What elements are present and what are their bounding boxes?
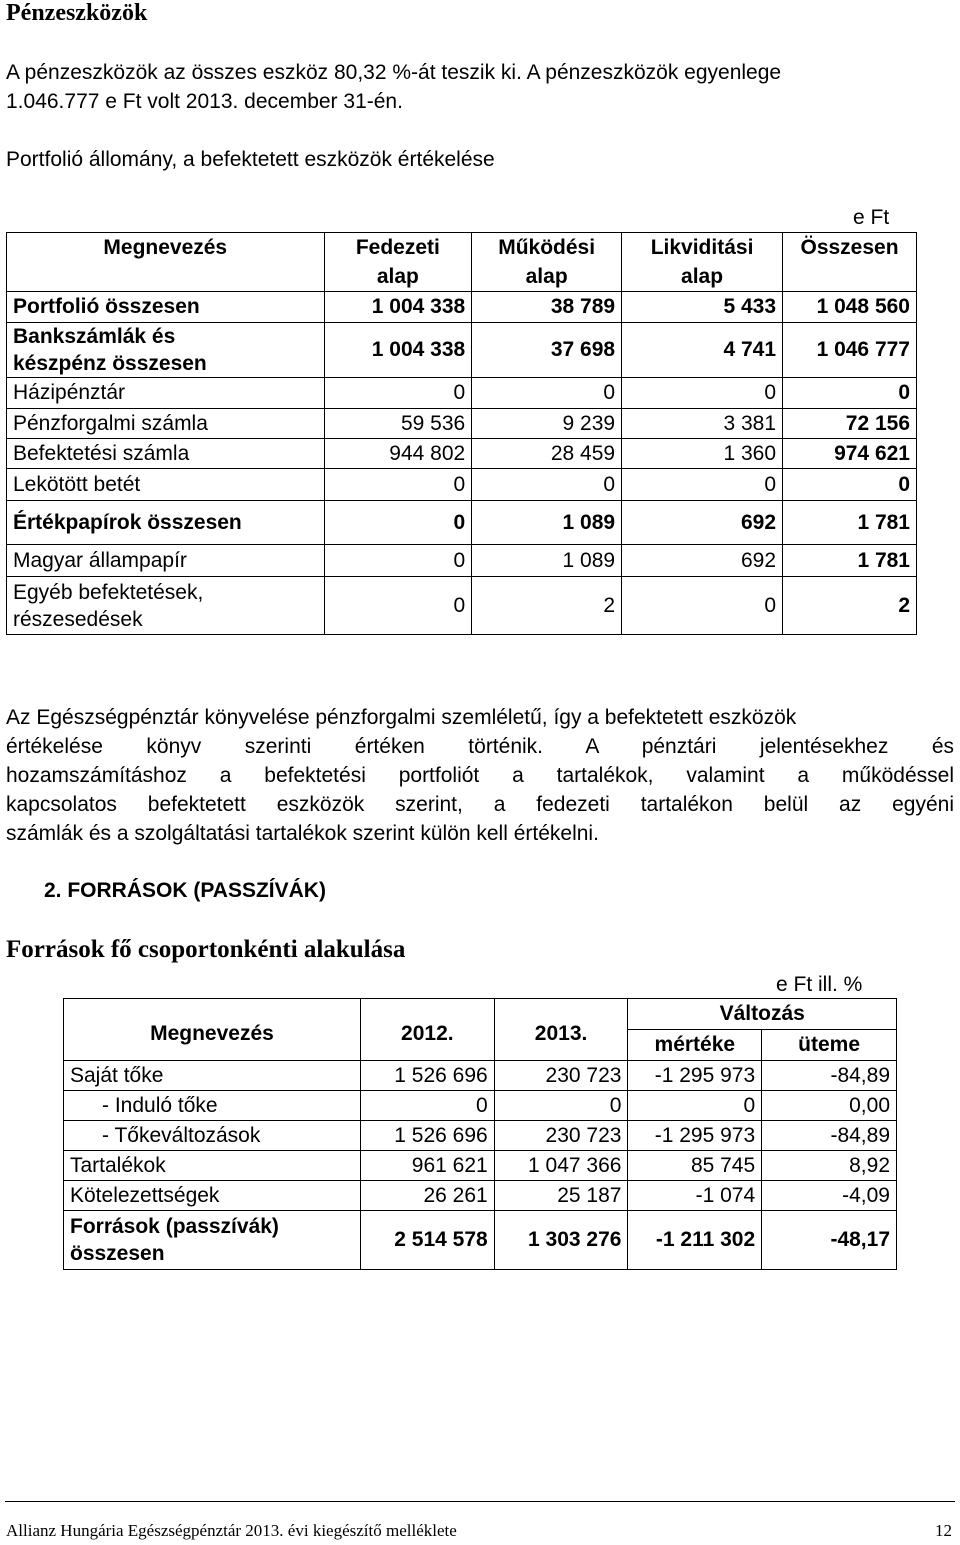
- row-rate: 0,00: [762, 1091, 897, 1121]
- row-2013: 25 187: [494, 1181, 628, 1211]
- row-fed: 944 802: [324, 439, 472, 469]
- table-row: [7, 501, 917, 545]
- row-muk: 2: [472, 577, 622, 635]
- row-total: 0: [783, 469, 917, 501]
- paragraph-line: hozamszámításhoz a befektetési portfoliót a tartalékok, valamint a működéssel: [6, 764, 954, 787]
- row-total: 1 781: [783, 501, 917, 545]
- row-lik: 0: [622, 378, 783, 409]
- row-fed: 0: [324, 469, 472, 501]
- row-2013: 1 303 276: [494, 1211, 628, 1270]
- row-fed: 59 536: [324, 409, 472, 439]
- row-lik: 4 741: [622, 323, 783, 378]
- row-total: 974 621: [783, 439, 917, 469]
- row-fed: 0: [324, 545, 472, 577]
- row-rate: -84,89: [762, 1061, 897, 1091]
- table-header-row: [7, 233, 917, 292]
- row-lik: 692: [622, 545, 783, 577]
- row-2013: 230 723: [494, 1061, 628, 1091]
- header-fedezeti: Fedezeti alap: [324, 233, 472, 292]
- row-name: Források (passzívák) összesen: [64, 1211, 361, 1270]
- row-name: - Tőkeváltozások: [64, 1121, 361, 1151]
- row-2013: 0: [494, 1091, 628, 1121]
- row-muk: 28 459: [472, 439, 622, 469]
- row-name: Befektetési számla: [7, 439, 325, 469]
- header-name: Megnevezés: [7, 233, 325, 292]
- paragraph-line: kapcsolatos befektetett eszközök szerint, a fedezeti tartalékon belül az egyéni: [6, 793, 954, 816]
- row-2012: 0: [360, 1091, 494, 1121]
- table-row: [64, 1121, 897, 1151]
- table-row: [64, 1151, 897, 1181]
- row-rate: -84,89: [762, 1121, 897, 1151]
- row-name: Házipénztár: [7, 378, 325, 409]
- row-lik: 1 360: [622, 439, 783, 469]
- table-row: [64, 1091, 897, 1121]
- header-name: Megnevezés: [64, 999, 361, 1061]
- row-amount: 85 745: [628, 1151, 762, 1181]
- header-rate: üteme: [762, 1030, 897, 1061]
- row-amount: -1 295 973: [628, 1121, 762, 1151]
- table-row: [64, 1181, 897, 1211]
- intro-line-2: 1.046.777 e Ft volt 2013. december 31-én.: [6, 90, 403, 113]
- table-row: [7, 323, 917, 378]
- table-row: [7, 409, 917, 439]
- row-total: 72 156: [783, 409, 917, 439]
- row-fed: 1 004 338: [324, 292, 472, 323]
- row-fed: 0: [324, 378, 472, 409]
- row-rate: 8,92: [762, 1151, 897, 1181]
- sources-table: [63, 998, 897, 1270]
- row-lik: 692: [622, 501, 783, 545]
- row-name: Magyar állampapír: [7, 545, 325, 577]
- row-lik: 3 381: [622, 409, 783, 439]
- row-total: 2: [783, 577, 917, 635]
- table-row: [7, 545, 917, 577]
- row-total: 1 048 560: [783, 292, 917, 323]
- table-row-total: [64, 1211, 897, 1270]
- row-2012: 1 526 696: [360, 1121, 494, 1151]
- valuation-paragraph: [6, 703, 954, 848]
- row-2012: 1 526 696: [360, 1061, 494, 1091]
- header-2012: 2012.: [360, 999, 494, 1061]
- row-name: Tartalékok: [64, 1151, 361, 1181]
- row-lik: 5 433: [622, 292, 783, 323]
- header-amount: mértéke: [628, 1030, 762, 1061]
- paragraph-line: Az Egészségpénztár könyvelése pénzforgalmi szemléletű, így a befektetett eszközök: [6, 706, 797, 729]
- table-row: [7, 439, 917, 469]
- row-name: Saját tőke: [64, 1061, 361, 1091]
- row-name: Értékpapírok összesen: [7, 501, 325, 545]
- row-name: - Induló tőke: [64, 1091, 361, 1121]
- row-fed: 1 004 338: [324, 323, 472, 378]
- row-rate: -48,17: [762, 1211, 897, 1270]
- row-2013: 1 047 366: [494, 1151, 628, 1181]
- paragraph-line: értékelése könyv szerinti értéken történik. A pénztári jelentésekhez és: [6, 735, 954, 758]
- intro-line-1: A pénzeszközök az összes eszköz 80,32 %-át teszik ki. A pénzeszközök egyenlege: [6, 61, 782, 84]
- row-name: Pénzforgalmi számla: [7, 409, 325, 439]
- row-lik: 0: [622, 469, 783, 501]
- row-name: Portfolió összesen: [7, 292, 325, 323]
- row-amount: -1 074: [628, 1181, 762, 1211]
- row-muk: 38 789: [472, 292, 622, 323]
- row-fed: 0: [324, 501, 472, 545]
- row-muk: 1 089: [472, 545, 622, 577]
- table-row: [64, 1061, 897, 1091]
- row-total: 1 781: [783, 545, 917, 577]
- table2-unit: e Ft ill. %: [776, 973, 863, 996]
- forrasok-heading: 2. FORRÁSOK (PASSZÍVÁK): [44, 879, 326, 902]
- header-2013: 2013.: [494, 999, 628, 1061]
- table1-unit: e Ft: [853, 206, 890, 229]
- footer-text: Allianz Hungária Egészségpénztár 2013. évi kiegészítő melléklete: [6, 1521, 457, 1540]
- row-name: Kötelezettségek: [64, 1181, 361, 1211]
- table-header-row: [64, 999, 897, 1030]
- row-2013: 230 723: [494, 1121, 628, 1151]
- header-change: Változás: [628, 999, 897, 1030]
- section-title: Pénzeszközök: [6, 0, 148, 26]
- row-muk: 0: [472, 469, 622, 501]
- row-name: Egyéb befektetések, részesedések: [7, 577, 325, 635]
- row-total: 0: [783, 378, 917, 409]
- row-amount: -1 295 973: [628, 1061, 762, 1091]
- row-2012: 26 261: [360, 1181, 494, 1211]
- row-amount: 0: [628, 1091, 762, 1121]
- row-fed: 0: [324, 577, 472, 635]
- forrasok-subheading: Források fő csoportonkénti alakulása: [6, 936, 406, 963]
- row-2012: 2 514 578: [360, 1211, 494, 1270]
- portfolio-title: Portfolió állomány, a befektetett eszközök értékelése: [6, 148, 495, 171]
- footer-divider: [5, 1501, 955, 1502]
- table-row: [7, 577, 917, 635]
- header-total: Összesen: [783, 233, 917, 292]
- row-2012: 961 621: [360, 1151, 494, 1181]
- header-mukodesi: Működési alap: [472, 233, 622, 292]
- table-row: [7, 469, 917, 501]
- row-muk: 1 089: [472, 501, 622, 545]
- portfolio-table: [6, 232, 917, 635]
- row-muk: 37 698: [472, 323, 622, 378]
- row-amount: -1 211 302: [628, 1211, 762, 1270]
- row-muk: 9 239: [472, 409, 622, 439]
- row-total: 1 046 777: [783, 323, 917, 378]
- row-lik: 0: [622, 577, 783, 635]
- paragraph-line: számlák és a szolgáltatási tartalékok szerint külön kell értékelni.: [6, 822, 599, 845]
- page-number: 12: [935, 1521, 952, 1540]
- row-rate: -4,09: [762, 1181, 897, 1211]
- row-name: Bankszámlák és készpénz összesen: [7, 323, 325, 378]
- table-row: [7, 292, 917, 323]
- header-likviditasi: Likviditási alap: [622, 233, 783, 292]
- table-row: [7, 378, 917, 409]
- row-name: Lekötött betét: [7, 469, 325, 501]
- row-muk: 0: [472, 378, 622, 409]
